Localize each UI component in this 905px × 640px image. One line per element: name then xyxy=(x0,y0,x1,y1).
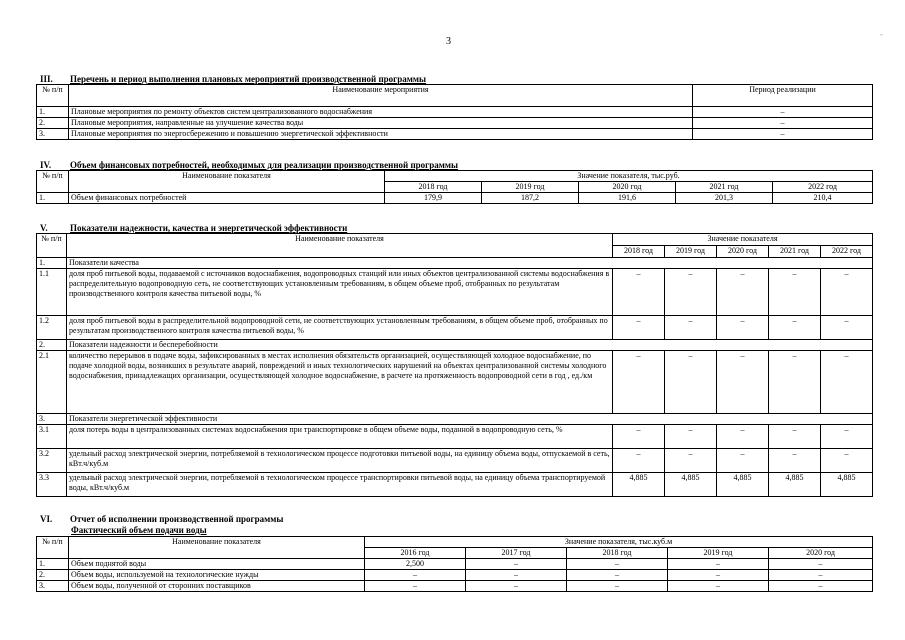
row-name: удельный расход электрической энергии, потребляемой в технологическом процессе подготовки питьевой воды, на единицу объема воды, отпускаемой в сеть, кВт.ч/куб.м xyxy=(67,449,613,473)
row-value: – xyxy=(466,581,567,592)
row-value: – xyxy=(613,449,665,473)
row-name: Плановые мероприятия, направленные на улучшение качества воды xyxy=(69,118,693,129)
row-number: 3.3 xyxy=(37,473,67,497)
header-value: Значение показателя, тыс.куб.м xyxy=(365,537,873,548)
row-number: 3. xyxy=(37,581,69,592)
section-6-table xyxy=(36,536,873,592)
table-row xyxy=(37,570,873,581)
row-value: – xyxy=(668,559,769,570)
year-header: 2018 год xyxy=(613,246,665,258)
row-number: 2.1 xyxy=(37,351,67,414)
row-value: 179,9 xyxy=(385,193,482,204)
corner-mark: - xyxy=(880,30,883,39)
row-value: 187,2 xyxy=(482,193,579,204)
row-value: – xyxy=(821,269,873,316)
section-3-heading: Перечень и период выполнения плановых мероприятий производственной программы xyxy=(70,74,427,84)
row-value: – xyxy=(668,581,769,592)
row-number: 1. xyxy=(37,193,69,204)
page-number: 3 xyxy=(446,36,451,47)
row-value: – xyxy=(717,425,769,449)
row-value: – xyxy=(769,559,873,570)
row-number: 3.2 xyxy=(37,449,67,473)
row-value: 4,885 xyxy=(821,473,873,497)
row-name: Объем финансовых потребностей xyxy=(69,193,385,204)
group-row xyxy=(37,340,873,351)
year-header: 2020 год xyxy=(769,548,873,559)
row-value: – xyxy=(567,581,668,592)
year-header: 2019 год xyxy=(482,182,579,193)
row-value: – xyxy=(769,449,821,473)
table-row xyxy=(37,129,873,140)
row-number: 1. xyxy=(37,258,67,269)
header-name: Наименование показателя xyxy=(69,171,385,193)
year-header: 2018 год xyxy=(567,548,668,559)
table-row xyxy=(37,581,873,592)
table-row xyxy=(37,351,873,414)
section-4-heading: Объем финансовых потребностей, необходимых для реализации производственной программы xyxy=(70,160,459,170)
row-name: Плановые мероприятия по ремонту объектов систем централизованного водоснабжения xyxy=(69,107,693,118)
row-number: 3. xyxy=(37,414,67,425)
header-num: № п/п xyxy=(37,171,69,193)
row-value: – xyxy=(769,269,821,316)
table-row xyxy=(37,473,873,497)
row-number: 3.1 xyxy=(37,425,67,449)
row-period: – xyxy=(693,107,873,118)
row-value: – xyxy=(821,351,873,414)
table-row xyxy=(37,449,873,473)
row-value: – xyxy=(821,316,873,340)
row-value: 210,4 xyxy=(773,193,873,204)
section-6-number: VI. xyxy=(40,514,53,524)
row-value: – xyxy=(365,570,466,581)
section-4-table xyxy=(36,170,873,204)
header-value: Значение показателя, тыс.руб. xyxy=(385,171,873,182)
row-number: 3. xyxy=(37,129,69,140)
section-6-title xyxy=(40,514,283,524)
table-row xyxy=(37,316,873,340)
row-value: 4,885 xyxy=(769,473,821,497)
row-value: – xyxy=(365,581,466,592)
row-value: 4,885 xyxy=(665,473,717,497)
row-number: 2. xyxy=(37,118,69,129)
row-value: 2,500 xyxy=(365,559,466,570)
row-number: 1.2 xyxy=(37,316,67,340)
row-value: – xyxy=(613,351,665,414)
group-name: Показатели энергетической эффективности xyxy=(67,414,873,425)
row-name: доля потерь воды в централизованных системах водоснабжения при транспортировке в общем объеме воды, поданной в водопроводную сеть, % xyxy=(67,425,613,449)
row-value: – xyxy=(717,351,769,414)
row-value: – xyxy=(769,316,821,340)
section-5-table xyxy=(36,233,873,497)
row-value: – xyxy=(466,570,567,581)
group-row xyxy=(37,258,873,269)
section-4-title xyxy=(40,160,458,170)
row-value: – xyxy=(665,269,717,316)
header-name: Наименование мероприятия xyxy=(69,85,693,107)
row-name: Объем воды, используемой на технологические нужды xyxy=(69,570,365,581)
year-header: 2019 год xyxy=(665,246,717,258)
row-value: – xyxy=(769,351,821,414)
row-value: – xyxy=(466,559,567,570)
row-value: – xyxy=(567,570,668,581)
year-header: 2018 год xyxy=(385,182,482,193)
row-value: – xyxy=(613,425,665,449)
year-header: 2022 год xyxy=(773,182,873,193)
row-period: – xyxy=(693,118,873,129)
table-row xyxy=(37,118,873,129)
year-header: 2020 год xyxy=(579,182,676,193)
row-value: – xyxy=(717,316,769,340)
row-value: – xyxy=(665,316,717,340)
year-header: 2017 год xyxy=(466,548,567,559)
row-number: 1. xyxy=(37,559,69,570)
row-period: – xyxy=(693,129,873,140)
row-value: – xyxy=(668,570,769,581)
table-row xyxy=(37,107,873,118)
row-name: удельный расход электрической энергии, потребляемой в технологическом процессе транспортировки питьевой воды, на единицу объема транспортируемой воды, кВт.ч/куб.м xyxy=(67,473,613,497)
year-header: 2022 год xyxy=(821,246,873,258)
section-5-title xyxy=(40,223,347,233)
row-name: Объем воды, полученной от сторонних поставщиков xyxy=(69,581,365,592)
year-header: 2019 год xyxy=(668,548,769,559)
section-3-table xyxy=(36,84,873,140)
row-number: 1. xyxy=(37,107,69,118)
row-value: – xyxy=(821,449,873,473)
section-3-title xyxy=(40,74,426,84)
row-value: – xyxy=(665,425,717,449)
row-value: – xyxy=(613,316,665,340)
section-6-subtitle: Фактический объем подачи воды xyxy=(71,525,207,535)
row-value: – xyxy=(665,449,717,473)
year-header: 2021 год xyxy=(769,246,821,258)
row-value: – xyxy=(769,570,873,581)
row-value: – xyxy=(567,559,668,570)
section-6-heading: Отчет об исполнении производственной программы xyxy=(70,514,284,524)
row-value: – xyxy=(717,269,769,316)
header-num: № п/п xyxy=(37,234,67,258)
row-name: Объем поднятой воды xyxy=(69,559,365,570)
row-number: 2. xyxy=(37,570,69,581)
row-name: количество перерывов в подаче воды, зафиксированных в местах исполнения обязательств организацией, осуществляющей холодное водоснабжение, по подаче холодной воды, возникших в результате аварий, повреждений и иных технологических нарушений на объектах централизованной системы холодного водоснабжения, принадлежащих организации, осуществляющей холодное водоснабжение, в расчете на протяженность водопроводной сети в год , ед./км xyxy=(67,351,613,414)
year-header: 2021 год xyxy=(676,182,773,193)
header-value: Значение показателя xyxy=(613,234,873,246)
row-value: – xyxy=(665,351,717,414)
row-value: – xyxy=(769,581,873,592)
group-name: Показатели надежности и бесперебойности xyxy=(67,340,873,351)
row-name: Плановые мероприятия по энергосбережению и повышению энергетической эффективности xyxy=(69,129,693,140)
row-value: 4,885 xyxy=(613,473,665,497)
group-row xyxy=(37,414,873,425)
row-number: 1.1 xyxy=(37,269,67,316)
row-value: 191,6 xyxy=(579,193,676,204)
header-num: № п/п xyxy=(37,85,69,107)
row-value: – xyxy=(821,425,873,449)
group-name: Показатели качества xyxy=(67,258,873,269)
header-name: Наименование показателя xyxy=(69,537,365,559)
row-value: 201,3 xyxy=(676,193,773,204)
year-header: 2016 год xyxy=(365,548,466,559)
section-5-heading: Показатели надежности, качества и энергетической эффективности xyxy=(70,223,348,233)
row-value: – xyxy=(613,269,665,316)
section-4-number: IV. xyxy=(40,160,52,170)
table-row xyxy=(37,193,873,204)
header-name: Наименование показателя xyxy=(67,234,613,258)
section-3-number: III. xyxy=(40,74,53,84)
table-row xyxy=(37,425,873,449)
row-name: доля проб питьевой воды в распределительной водопроводной сети, не соответствующих установленным требованиям, в общем объеме проб, отобранных по результатам производственного контроля качества питьевой воды, % xyxy=(67,316,613,340)
header-num: № п/п xyxy=(37,537,69,559)
header-period: Период реализации xyxy=(693,85,873,107)
row-value: 4,885 xyxy=(717,473,769,497)
table-row xyxy=(37,269,873,316)
row-name: доля проб питьевой воды, подаваемой с источников водоснабжения, водопроводных станций или иных объектов централизованной системы водоснабжения в распределительную водопроводную сеть, не соответствующих установленным требованиям, в общем объеме проб, отобранных по результатам производственного контроля качества питьевой воды, % xyxy=(67,269,613,316)
year-header: 2020 год xyxy=(717,246,769,258)
row-number: 2. xyxy=(37,340,67,351)
section-5-number: V. xyxy=(40,223,48,233)
row-value: – xyxy=(769,425,821,449)
row-value: – xyxy=(717,449,769,473)
table-row xyxy=(37,559,873,570)
